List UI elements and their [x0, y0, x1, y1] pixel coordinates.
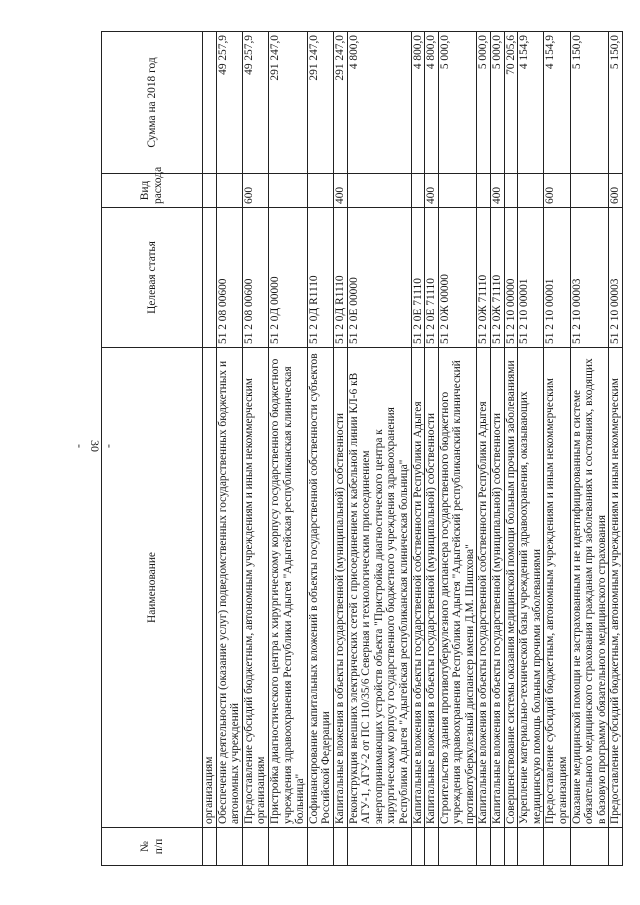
- cell-code: 51 2 0Ж 00000: [438, 208, 477, 348]
- cell-sum: 5 000,0: [491, 32, 505, 174]
- table-row: [216, 32, 242, 866]
- table-row: [518, 32, 544, 866]
- cell-num: [504, 828, 518, 866]
- cell-num: [411, 828, 425, 866]
- cell-type: 600: [242, 174, 268, 208]
- cell-code: 51 2 10 00000: [504, 208, 518, 348]
- cell-sum: 4 800,0: [425, 32, 439, 174]
- cell-name: Обеспечение деятельности (оказание услуг) подведомственных государственных бюджетных и автономных учреждений: [216, 348, 242, 828]
- cell-type: [307, 174, 333, 208]
- cell-code: 51 2 0Ж 71110: [477, 208, 491, 348]
- cell-code: 51 2 10 00003: [609, 208, 623, 348]
- cell-num: [438, 828, 477, 866]
- table-row: [307, 32, 333, 866]
- cell-name: Капитальные вложения в объекты государственной (муниципальной) собственности: [425, 348, 439, 828]
- cell-name: организациям: [203, 348, 217, 828]
- cell-type: 400: [491, 174, 505, 208]
- cell-code: 51 2 0Ж 71110: [491, 208, 505, 348]
- cell-num: [491, 828, 505, 866]
- cell-code: 51 2 0Д R1110: [333, 208, 347, 348]
- cell-type: [438, 174, 477, 208]
- cell-code: 51 2 0Е 00000: [347, 208, 411, 348]
- cell-code: 51 2 0Е 71110: [425, 208, 439, 348]
- cell-name: Предоставление субсидий бюджетным, автономным учреждениям и иным некоммерческим организациям: [544, 348, 570, 828]
- cell-num: [203, 828, 217, 866]
- cell-sum: 49 257,9: [242, 32, 268, 174]
- cell-num: [425, 828, 439, 866]
- cell-type: [347, 174, 411, 208]
- header-num: [102, 828, 203, 866]
- table-row: [333, 32, 347, 866]
- table-row: [438, 32, 477, 866]
- cell-name: Укрепление материально-технической базы учреждений здравоохранения, оказывающих медицинскую помощь больным прочими заболеваниями: [518, 348, 544, 828]
- rotated-page: [101, 32, 622, 866]
- cell-name: Совершенствование системы оказания медицинской помощи больным прочими заболеваниями: [504, 348, 518, 828]
- cell-code: 51 2 0Е 71110: [411, 208, 425, 348]
- table-row: [242, 32, 268, 866]
- cell-type: [268, 174, 307, 208]
- cell-sum: 4 800,0: [347, 32, 411, 174]
- cell-num: [307, 828, 333, 866]
- cell-type: 400: [425, 174, 439, 208]
- cell-name: Строительство здания противотуберкулезного диспансера государственного бюджетного учреждения здравоохранения Республики Адыгея "Адыгейский республиканский клинический противотуберкулезный диспансер имени Д.М. Шишхова": [438, 348, 477, 828]
- cell-code: 51 2 08 00600: [242, 208, 268, 348]
- cell-sum: 5 150,0: [570, 32, 609, 174]
- cell-sum: 291 247,0: [333, 32, 347, 174]
- cell-num: [609, 828, 623, 866]
- table-row: [544, 32, 570, 866]
- table-row: [491, 32, 505, 866]
- cell-num: [347, 828, 411, 866]
- cell-name: Реконструкция внешних электрических сетей с присоединением к кабельной линии КЛ-6 кВ АГУ-1, АГУ-2 от ПС 110/35/6 Северная и технологическим присоединением энергопринимающих устройств объекта "Пристройка диагностического центра к хирургическому корпусу государственного бюджетного учреждения здравоохранения Республики Адыгея "Адыгейская республиканская клиническая больница": [347, 348, 411, 828]
- cell-type: 600: [544, 174, 570, 208]
- cell-num: [216, 828, 242, 866]
- cell-type: [570, 174, 609, 208]
- cell-sum: [203, 32, 217, 174]
- cell-num: [544, 828, 570, 866]
- cell-name: Капитальные вложения в объекты государственной (муниципальной) собственности: [491, 348, 505, 828]
- table-row: [425, 32, 439, 866]
- table-row: [411, 32, 425, 866]
- cell-num: [268, 828, 307, 866]
- table-row: [268, 32, 307, 866]
- cell-sum: 5 150,0: [609, 32, 623, 174]
- cell-code: 51 2 08 00600: [216, 208, 242, 348]
- cell-num: [570, 828, 609, 866]
- cell-code: 51 2 0Д R1110: [307, 208, 333, 348]
- cell-sum: 5 000,0: [477, 32, 491, 174]
- table-row: [504, 32, 518, 866]
- cell-type: [203, 174, 217, 208]
- cell-sum: 4 800,0: [411, 32, 425, 174]
- cell-name: Капитальные вложения в объекты государственной (муниципальной) собственности: [333, 348, 347, 828]
- budget-table: [101, 31, 623, 866]
- cell-type: [216, 174, 242, 208]
- table-header-row: [102, 32, 203, 866]
- cell-code: [203, 208, 217, 348]
- cell-num: [333, 828, 347, 866]
- table-row: [203, 32, 217, 866]
- cell-sum: 4 154,9: [544, 32, 570, 174]
- cell-sum: 5 000,0: [438, 32, 477, 174]
- table-row: [347, 32, 411, 866]
- cell-code: 51 2 10 00001: [544, 208, 570, 348]
- cell-type: 400: [333, 174, 347, 208]
- table-row: [570, 32, 609, 866]
- cell-name: Пристройка диагностического центра к хирургическому корпусу государственного бюджетного учреждения здравоохранения Республики Адыгея "Адыгейская республиканская клиническая больница": [268, 348, 307, 828]
- cell-name: Оказание медицинской помощи не застрахованным и не идентифицированным в системе обязательного медицинского страхования гражданам при заболеваниях и состояниях, входящих в базовую программу обязательного медицинского страхования: [570, 348, 609, 828]
- cell-sum: 4 154,9: [518, 32, 544, 174]
- cell-code: 51 2 0Д 00000: [268, 208, 307, 348]
- header-code: Целевая статья: [102, 208, 203, 348]
- table-row: [609, 32, 623, 866]
- page-number: - 30 -: [73, 440, 117, 452]
- cell-name: Капитальные вложения в объекты государственной собственности Республики Адыгея: [411, 348, 425, 828]
- header-num-line2: п/п: [153, 838, 165, 855]
- cell-num: [518, 828, 544, 866]
- cell-sum: 291 247,0: [268, 32, 307, 174]
- cell-type: 600: [609, 174, 623, 208]
- cell-num: [477, 828, 491, 866]
- cell-sum: 291 247,0: [307, 32, 333, 174]
- cell-name: Капитальные вложения в объекты государственной собственности Республики Адыгея: [477, 348, 491, 828]
- cell-name: Предоставление субсидий бюджетным, автономным учреждениям и иным некоммерческим организациям: [242, 348, 268, 828]
- cell-type: [504, 174, 518, 208]
- header-num-line1: №: [139, 841, 151, 852]
- header-type: Вид расхода: [102, 174, 203, 208]
- header-name: Наименование: [102, 348, 203, 828]
- cell-name: Предоставление субсидий бюджетным, автономным учреждениям и иным некоммерческим: [609, 348, 623, 828]
- cell-num: [242, 828, 268, 866]
- cell-type: [411, 174, 425, 208]
- table-row: [477, 32, 491, 866]
- cell-sum: 49 257,9: [216, 32, 242, 174]
- cell-code: 51 2 10 00003: [570, 208, 609, 348]
- cell-type: [477, 174, 491, 208]
- cell-code: 51 2 10 00001: [518, 208, 544, 348]
- header-sum: Сумма на 2018 год: [102, 32, 203, 174]
- cell-type: [518, 174, 544, 208]
- cell-sum: 70 205,6: [504, 32, 518, 174]
- cell-name: Софинансирование капитальных вложений в объекты государственной собственности субъектов Российской Федерации: [307, 348, 333, 828]
